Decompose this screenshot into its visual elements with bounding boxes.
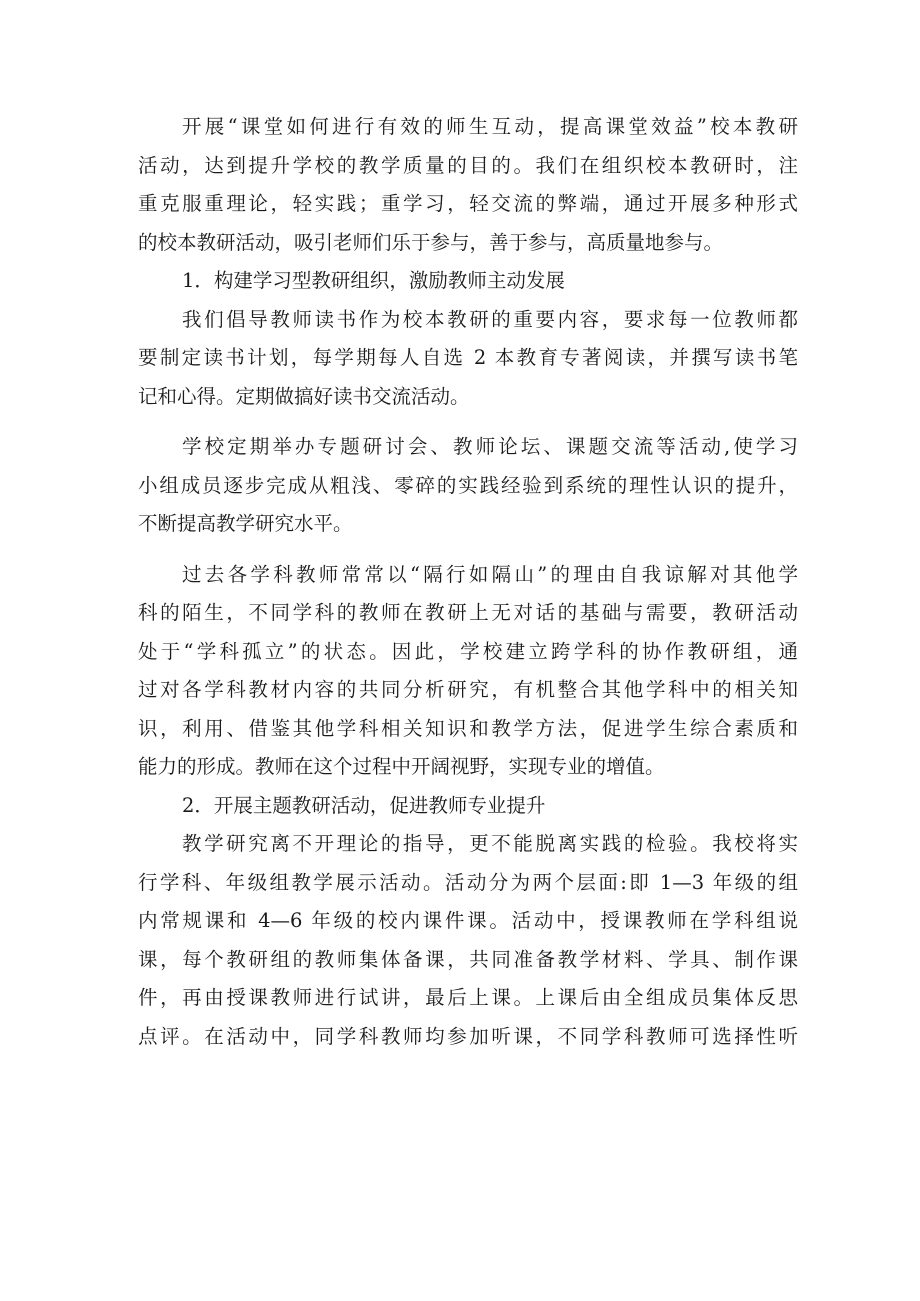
text-line: 过去各学科教师常常以“隔行如隔山”的理由自我谅解对其他学	[182, 562, 798, 586]
text-line: 能力的形成。教师在这个过程中开阔视野，实现专业的增值。	[138, 755, 665, 778]
text-line: 行学科、年级组教学展示活动。活动分为两个层面:即 1—3 年级的组	[138, 870, 798, 894]
text-line: 小组成员逐步完成从粗浅、零碎的实践经验到系统的理性认识的提升，	[138, 473, 798, 497]
text-line: 的校本教研活动，吸引老师们乐于参与，善于参与，高质量地参与。	[138, 230, 724, 254]
paragraph-gap	[138, 416, 798, 428]
document-page	[138, 108, 798, 1056]
text-line: 课，每个教研组的教师集体备课，共同准备教学材料、学具、制作课	[138, 947, 798, 971]
text-line: 学校定期举办专题研讨会、教师论坛、课题交流等活动,使学习	[182, 435, 798, 458]
heading-line: 1．构建学习型教研组织，激励教师主动发展	[182, 269, 565, 292]
intro-paragraph	[138, 108, 798, 262]
text-line: 教学研究离不开理论的指导，更不能脱离实践的检验。我校将实	[182, 832, 798, 855]
section-heading-2	[138, 787, 798, 826]
reading-paragraph	[138, 301, 798, 417]
text-line: 识，利用、借鉴其他学科相关知识和教学方法，促进学生综合素质和	[138, 716, 798, 740]
cross-subject-paragraph	[138, 556, 798, 787]
teaching-demo-paragraph	[138, 825, 798, 1056]
text-line: 内常规课和 4—6 年级的校内课件课。活动中，授课教师在学科组说	[138, 909, 798, 932]
section-heading-1	[138, 262, 798, 301]
seminar-paragraph	[138, 428, 798, 544]
text-line: 件，再由授课教师进行试讲，最后上课。上课后由全组成员集体反思	[138, 986, 798, 1009]
text-line: 开展“课堂如何进行有效的师生互动，提高课堂效益”校本教研	[182, 115, 798, 138]
text-line: 我们倡导教师读书作为校本教研的重要内容，要求每一位教师都	[182, 307, 798, 331]
text-line: 不断提高教学研究水平。	[138, 512, 353, 535]
paragraph-gap	[138, 544, 798, 556]
text-line: 过对各学科教材内容的共同分析研究，有机整合其他学科中的相关知	[138, 678, 798, 701]
text-line: 点评。在活动中，同学科教师均参加听课，不同学科教师可选择性听	[138, 1024, 798, 1048]
text-line: 要制定读书计划，每学期每人自选 2 本教育专著阅读，并撰写读书笔	[138, 346, 798, 369]
text-line: 活动，达到提升学校的教学质量的目的。我们在组织校本教研时，注	[138, 153, 798, 177]
text-line: 处于“学科孤立”的状态。因此，学校建立跨学科的协作教研组，通	[138, 639, 798, 663]
text-line: 重克服重理论，轻实践；重学习，轻交流的弊端，通过开展多种形式	[138, 192, 798, 215]
text-line: 科的陌生，不同学科的教师在教研上无对话的基础与需要，教研活动	[138, 601, 798, 624]
text-line: 记和心得。定期做搞好读书交流活动。	[138, 384, 470, 408]
heading-line: 2．开展主题教研活动，促进教师专业提升	[182, 793, 546, 817]
